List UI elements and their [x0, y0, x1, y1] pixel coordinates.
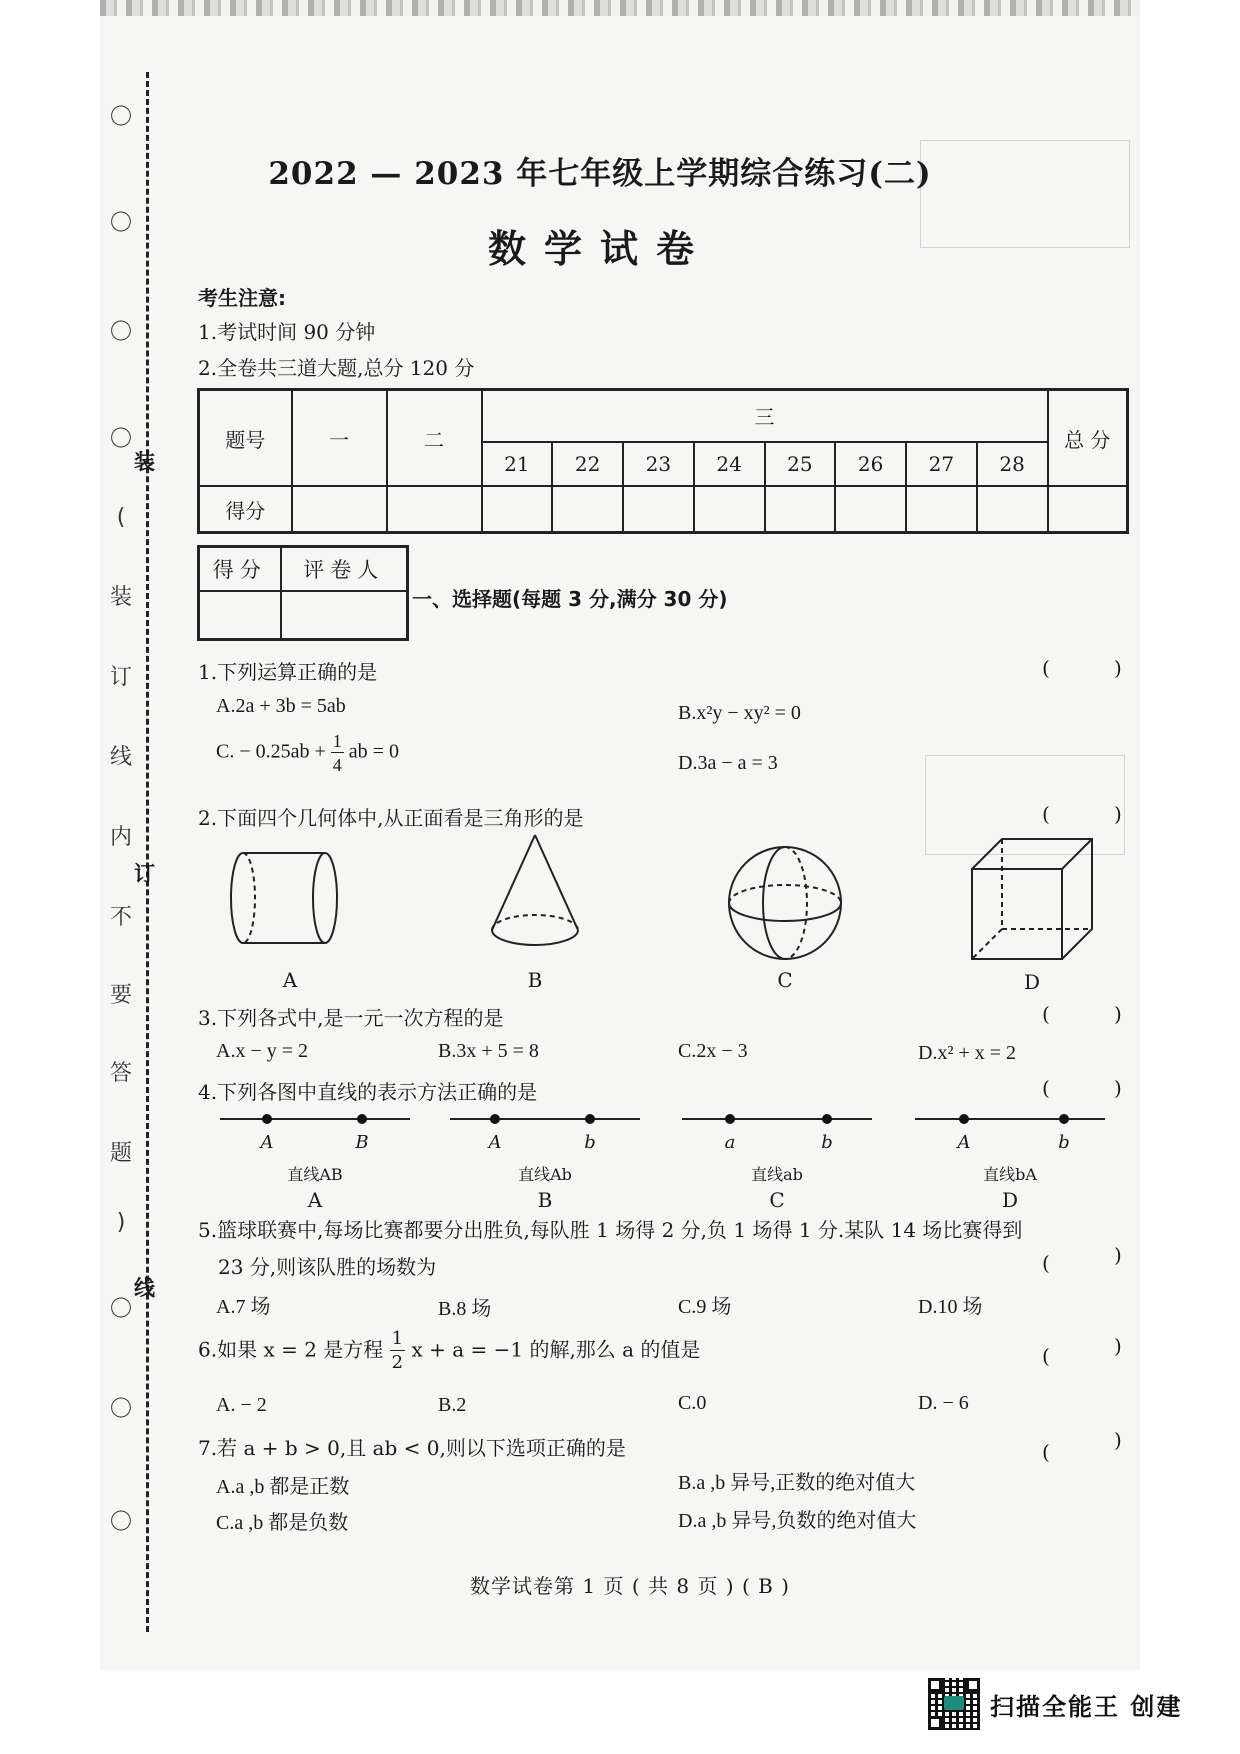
qr-code-icon	[928, 1678, 980, 1730]
binding-label: 订	[134, 862, 155, 886]
grader-score-label: 得分	[199, 547, 281, 591]
q1-option-c: C. − 0.25ab + $\frac{1}{4}$ ab = 0	[216, 731, 399, 775]
question-5-stem: 5.篮球联赛中,每场比赛都要分出胜负,每队胜 1 场得 2 分,负 1 场得 1 分.某队 14 场比赛得到	[198, 1218, 1023, 1242]
figure-label: A	[282, 968, 298, 992]
col-q24: 24	[694, 442, 765, 486]
answer-paren: ( )	[1042, 1334, 1122, 1368]
q7-option-c: C.a ,b 都是负数	[216, 1512, 349, 1534]
score-cell	[292, 486, 387, 532]
watermark-text: 扫描全能王 创建	[990, 1692, 1183, 1721]
margin-text: 不	[109, 905, 132, 930]
q6-option-a: A. − 2	[216, 1394, 267, 1416]
answer-paren: ( )	[1042, 802, 1122, 826]
line-figure-b: A b 直线Ab B	[450, 1112, 640, 1202]
margin-text: 要	[109, 983, 132, 1008]
answer-paren: ( )	[1042, 1076, 1122, 1100]
margin-text: 答	[109, 1061, 132, 1086]
col-total: 总 分	[1048, 390, 1128, 487]
binding-label: 线	[134, 1276, 155, 1300]
question-5-stem-cont: 23 分,则该队胜的场数为	[218, 1255, 437, 1279]
q6-option-d: D. − 6	[918, 1392, 969, 1414]
score-cell	[765, 486, 836, 532]
camscanner-logo-icon	[944, 1696, 964, 1710]
answer-paren: ( )	[1042, 1243, 1122, 1275]
score-table	[197, 388, 1129, 534]
grader-table	[197, 545, 409, 641]
col-q28: 28	[977, 442, 1048, 486]
q6-option-b: B.2	[438, 1394, 467, 1416]
margin-text: 题	[109, 1141, 132, 1166]
question-2-stem: 2.下面四个几何体中,从正面看是三角形的是	[198, 806, 584, 830]
q7-option-b: B.a ,b 异号,正数的绝对值大	[678, 1472, 916, 1494]
notice-heading: 考生注意:	[198, 286, 286, 310]
q3-option-a: A.x − y = 2	[216, 1040, 309, 1062]
binding-hole-icon: 〇	[109, 105, 132, 130]
answer-paren: ( )	[1042, 1002, 1122, 1026]
margin-text: 内	[109, 825, 132, 850]
row-header-question-no: 题号	[199, 390, 292, 487]
q1-option-b: B.x²y − xy² = 0	[678, 702, 801, 724]
line-figure-c: a b 直线ab C	[682, 1112, 872, 1202]
q1-option-d: D.3a − a = 3	[678, 752, 778, 774]
binding-hole-icon: 〇	[109, 320, 132, 345]
score-cell	[906, 486, 977, 532]
scan-edge-artifact	[100, 0, 1140, 16]
binding-label: 装	[134, 450, 155, 474]
page-footer: 数学试卷第 1 页 ( 共 8 页 ) ( B )	[470, 1574, 790, 1598]
exam-subtitle: 数学试卷	[487, 227, 712, 271]
exam-title: 2022 — 2023 年七年级上学期综合练习(二)	[268, 156, 932, 192]
cone-figure	[480, 830, 590, 970]
notice-item: 1.考试时间 90 分钟	[198, 320, 376, 344]
col-q26: 26	[835, 442, 906, 486]
binding-dashed-line	[146, 72, 149, 1632]
question-6-stem: 6.如果 x = 2 是方程 $\frac{1}{2}$ x + a = −1 的解,那么 a 的值是	[198, 1328, 701, 1373]
col-q25: 25	[765, 442, 836, 486]
col-section-3: 三	[482, 390, 1048, 442]
question-1-stem: 1.下列运算正确的是	[198, 660, 378, 684]
binding-hole-icon: 〇	[109, 427, 132, 452]
score-cell	[623, 486, 694, 532]
figure-label: C	[777, 968, 793, 992]
grader-name-cell	[281, 591, 408, 640]
camscanner-watermark	[928, 1678, 1182, 1730]
col-q27: 27	[906, 442, 977, 486]
line-figure-d: A b 直线bA D	[915, 1112, 1105, 1202]
grader-score-cell	[199, 591, 281, 640]
question-3-stem: 3.下列各式中,是一元一次方程的是	[198, 1006, 504, 1030]
binding-hole-icon: 〇	[109, 1397, 132, 1422]
margin-text: 线	[109, 745, 132, 770]
col-q23: 23	[623, 442, 694, 486]
q3-option-d: D.x² + x = 2	[918, 1042, 1016, 1064]
col-q22: 22	[552, 442, 623, 486]
binding-hole-icon: 〇	[109, 211, 132, 236]
score-cell	[835, 486, 906, 532]
q3-option-b: B.3x + 5 = 8	[438, 1040, 539, 1062]
score-cell	[694, 486, 765, 532]
answer-paren: ( )	[1042, 656, 1122, 680]
notice-item: 2.全卷共三道大题,总分 120 分	[198, 356, 475, 380]
q5-option-d: D.10 场	[918, 1296, 983, 1318]
fraction: $\frac{1}{2}$	[391, 1328, 404, 1373]
col-section-2: 二	[387, 390, 482, 487]
section-title: 一、选择题(每题 3 分,满分 30 分)	[412, 587, 728, 611]
score-cell	[977, 486, 1048, 532]
answer-paren: ( )	[1042, 1428, 1122, 1464]
margin-text: )	[116, 1210, 126, 1235]
line-figure-a: A B 直线AB A	[220, 1112, 410, 1202]
q6-option-c: C.0	[678, 1392, 707, 1414]
margin-text: 装	[109, 585, 132, 610]
q5-option-a: A.7 场	[216, 1296, 271, 1318]
q1-option-a: A.2a + 3b = 5ab	[216, 695, 346, 717]
margin-text: 订	[109, 665, 132, 690]
sphere-figure	[725, 845, 855, 965]
score-cell	[387, 486, 482, 532]
col-q21: 21	[482, 442, 553, 486]
col-section-1: 一	[292, 390, 387, 487]
score-cell	[482, 486, 553, 532]
fraction: $\frac{1}{4}$	[332, 731, 342, 775]
margin-text: (	[116, 505, 126, 530]
cube-figure	[968, 835, 1098, 965]
figure-label: B	[527, 968, 543, 992]
q7-option-a: A.a ,b 都是正数	[216, 1476, 350, 1498]
question-7-stem: 7.若 a + b > 0,且 ab < 0,则以下选项正确的是	[198, 1436, 626, 1460]
q5-option-c: C.9 场	[678, 1296, 732, 1318]
grader-name-label: 评卷人	[281, 547, 408, 591]
q7-option-d: D.a ,b 异号,负数的绝对值大	[678, 1510, 917, 1532]
score-cell	[1048, 486, 1128, 532]
q3-option-c: C.2x − 3	[678, 1040, 748, 1062]
row-header-score: 得分	[199, 486, 292, 532]
q5-option-b: B.8 场	[438, 1298, 492, 1320]
score-cell	[552, 486, 623, 532]
figure-label: D	[1023, 970, 1041, 994]
binding-hole-icon: 〇	[109, 1297, 132, 1322]
binding-hole-icon: 〇	[109, 1510, 132, 1535]
cylinder-figure	[225, 840, 355, 960]
question-4-stem: 4.下列各图中直线的表示方法正确的是	[198, 1080, 538, 1104]
